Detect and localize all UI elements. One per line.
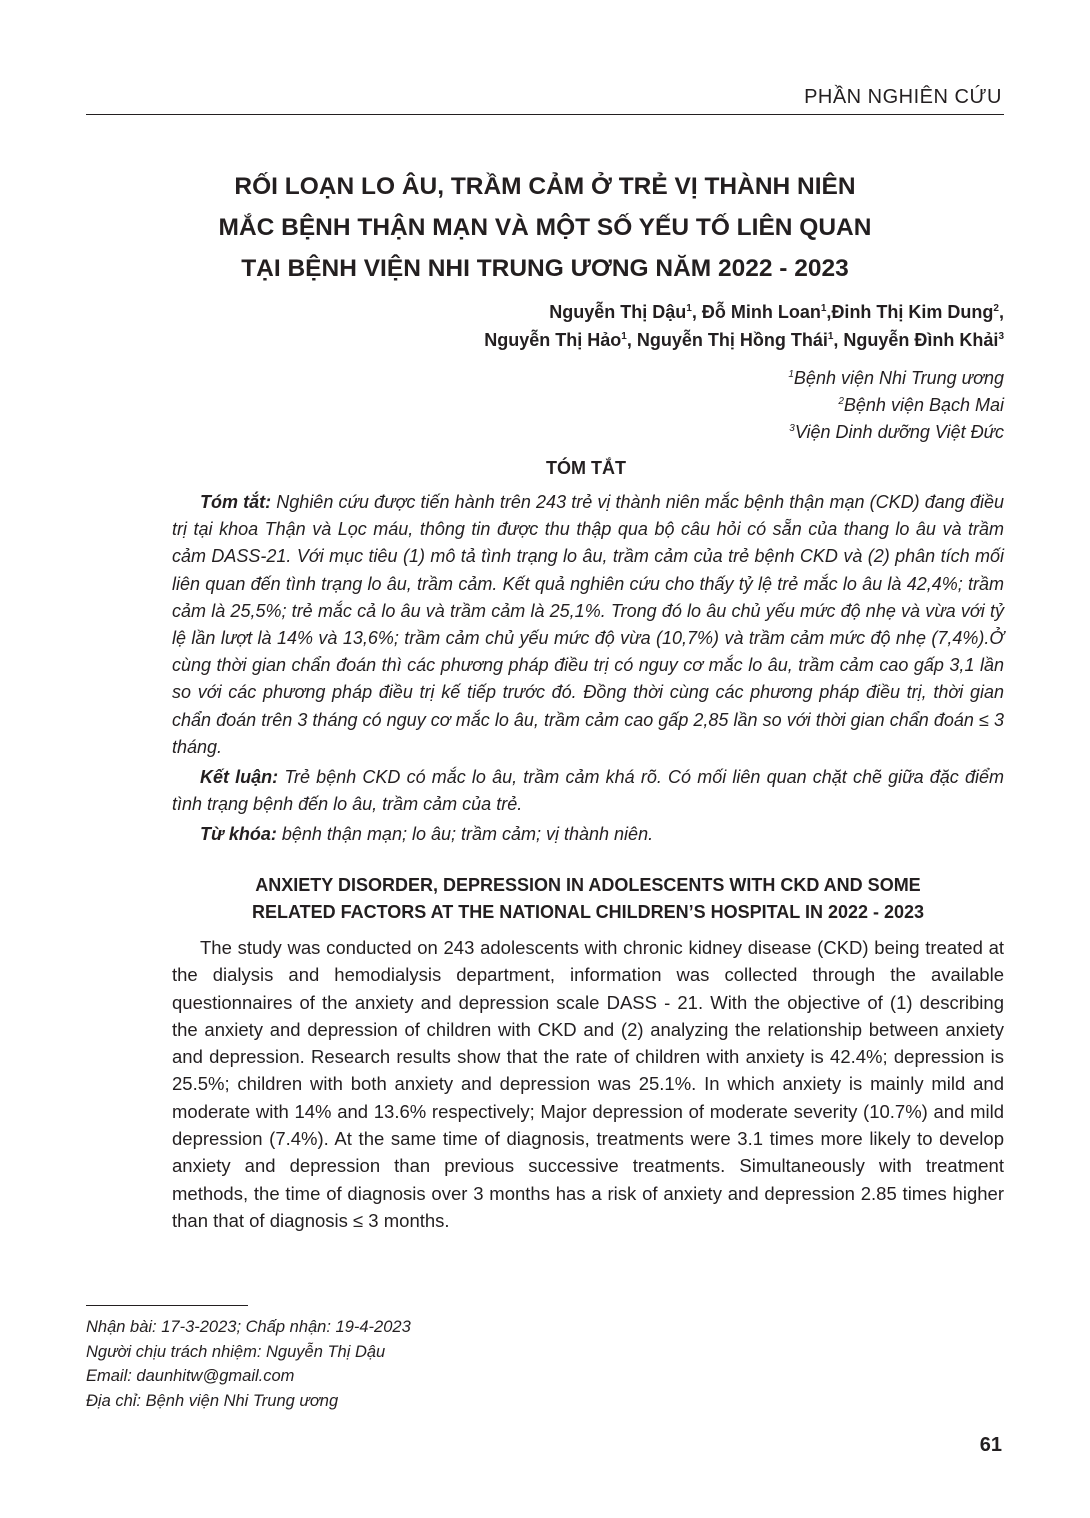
affil-mark: 3 (789, 423, 795, 434)
header-rule (86, 114, 1004, 115)
conclusion-text: Trẻ bệnh CKD có mắc lo âu, trầm cảm khá rõ. Có mối liên quan chặt chẽ giữa đặc điểm tình trạng bệnh đến lo âu, trầm cảm của trẻ. (172, 767, 1004, 815)
english-abstract (172, 934, 1004, 1234)
author-name: Đinh Thị Kim Dung (831, 302, 994, 322)
affil-name: Viện Dinh dưỡng Việt Đức (794, 422, 1004, 442)
footnotes (86, 1315, 411, 1413)
author-name: Đỗ Minh Loan (701, 302, 821, 322)
author-name: Nguyễn Đình Khải (843, 330, 999, 350)
english-title (172, 872, 1004, 926)
abstract-keywords (172, 821, 1004, 848)
affil-name: Bệnh viện Nhi Trung ương (793, 368, 1004, 388)
author-list (484, 298, 1004, 354)
affiliation (788, 365, 1004, 392)
section-label: PHẦN NGHIÊN CỨU (804, 86, 1002, 108)
author-separator: , (826, 302, 832, 322)
keywords-label: Từ khóa: (200, 824, 277, 845)
affiliation (788, 392, 1004, 419)
english-title-line: ANXIETY DISORDER, DEPRESSION IN ADOLESCENTS WITH CKD AND SOME (255, 875, 921, 895)
footnote-email: Email: daunhitw@gmail.com (86, 1367, 295, 1385)
title-line: MẮC BỆNH THẬN MẠN VÀ MỘT SỐ YẾU TỐ LIÊN QUAN (218, 214, 872, 241)
summary-text: Nghiên cứu được tiến hành trên 243 trẻ vị thành niên mắc bệnh thận mạn (CKD) đang điều trị tại khoa Thận và Lọc máu, thông tin được thu thập qua bộ câu hỏi có sẵn của thang lo âu và trầm cảm DASS-21. Với mục tiêu (1) mô tả tình trạng lo âu, trầm cảm của trẻ bệnh CKD và (2) phân tích mối liên quan đến tình trạng lo âu, trầm cảm. Kết quả nghiên cứu cho thấy tỷ lệ trẻ mắc lo âu là 42,4%; trầm cảm là 25,5%; trẻ mắc cả lo âu và trầm cảm là 25,1%. Trong đó lo âu chủ yếu mức độ nhẹ và vừa với tỷ lệ lần lượt là 14% và 13,6%; trầm cảm chủ yếu mức độ vừa (10,7%) và trầm cảm mức độ nhẹ (7,4%).Ở cùng thời gian chẩn đoán thì các phương pháp điều trị có nguy cơ mắc lo âu, trầm cảm cao gấp 3,1 lần so với các phương pháp điều trị kế tiếp trước đó. Đồng thời cùng các phương pháp điều trị, thời gian chẩn đoán trên 3 tháng có nguy cơ mắc lo âu, trầm cảm cao gấp 2,85 lần so với thời gian chẩn đoán ≤ 3 tháng. (172, 492, 1004, 757)
author-affil-mark: 2 (993, 303, 999, 314)
author-separator: , (691, 302, 702, 322)
conclusion-label: Kết luận: (200, 767, 279, 788)
title-line: TẠI BỆNH VIỆN NHI TRUNG ƯƠNG NĂM 2022 - 2023 (241, 255, 849, 282)
author-line (484, 298, 1004, 326)
affil-name: Bệnh viện Bạch Mai (843, 395, 1004, 415)
footnote-rule (86, 1305, 248, 1306)
author-separator: , (833, 330, 844, 350)
author-affil-mark: 1 (820, 303, 827, 314)
author-separator: , (998, 302, 1004, 322)
author-affil-mark: 1 (621, 331, 627, 342)
page-number: 61 (979, 1434, 1002, 1456)
footnote-address: Địa chỉ: Bệnh viện Nhi Trung ương (86, 1391, 339, 1410)
author-name: Nguyễn Thị Hồng Thái (636, 330, 828, 350)
abstract-summary (172, 489, 1004, 761)
author-affil-mark: 1 (827, 331, 834, 342)
author-name: Nguyễn Thị Dậu (549, 302, 687, 322)
vietnamese-abstract (172, 489, 1004, 849)
author-affil-mark: 3 (998, 331, 1004, 342)
affil-mark: 1 (788, 369, 794, 380)
abstract-conclusion (172, 764, 1004, 818)
keywords-text: bệnh thận mạn; lo âu; trầm cảm; vị thành niên. (276, 824, 654, 845)
author-name: Nguyễn Thị Hảo (484, 330, 622, 350)
affiliation (788, 419, 1004, 446)
author-line (484, 326, 1004, 354)
affil-mark: 2 (838, 396, 844, 407)
english-abstract-text: The study was conducted on 243 adolescents with chronic kidney disease (CKD) being treated at the dialysis and hemodialysis department, information was collected through the available questionnaires of the anxiety and depression scale DASS - 21. With the objective of (1) describing the anxiety and depression of children with CKD and (2) analyzing the relationship between anxiety and depression. Research results show that the rate of children with anxiety is 42.4%; depression is 25.5%; children with both anxiety and depression was 25.1%. In which anxiety is mainly mild and moderate with 14% and 13.6% respectively; Major depression of moderate severity (10.7%) and mild depression (7.4%). At the same time of diagnosis, treatments were 3.1 times more likely to develop anxiety and depression than previous successive treatments. Simultaneously with treatment methods, the time of diagnosis over 3 months has a risk of anxiety and depression 2.85 times higher than that of diagnosis ≤ 3 months. (172, 937, 1004, 1231)
affiliation-list (788, 365, 1004, 446)
footnote-received: Nhận bài: 17-3-2023; Chấp nhận: 19-4-2023 (86, 1318, 411, 1336)
author-affil-mark: 1 (686, 303, 692, 314)
title-line: RỐI LOẠN LO ÂU, TRẦM CẢM Ở TRẺ VỊ THÀNH NIÊN (234, 173, 856, 200)
footnote-responsible: Người chịu trách nhiệm: Nguyễn Thị Dậu (86, 1342, 386, 1361)
summary-label: Tóm tắt: (200, 492, 272, 512)
article-title (150, 166, 940, 289)
abstract-heading: TÓM TẮT (546, 458, 626, 478)
author-separator: , (626, 330, 637, 350)
english-title-line: RELATED FACTORS AT THE NATIONAL CHILDREN’S HOSPITAL IN 2022 - 2023 (251, 902, 925, 922)
